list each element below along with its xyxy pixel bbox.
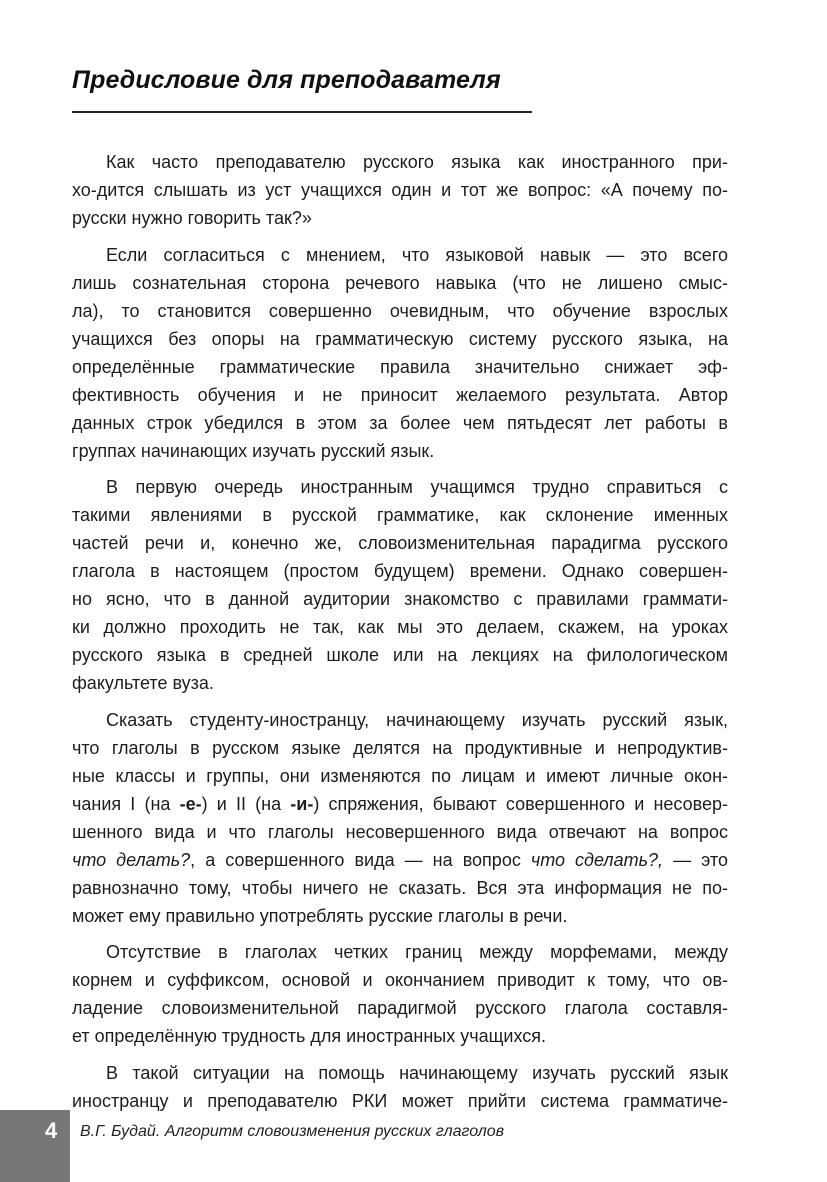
page-heading: Предисловие для преподавателя — [72, 66, 501, 94]
text-segment: может ему правильно употреблять русские глаголы в речи. — [72, 905, 568, 926]
text-segment: ки должно проходить не так, как мы это делаем, скажем, на уроках — [72, 617, 728, 637]
text-line — [72, 938, 728, 966]
text-line — [72, 148, 728, 176]
text-segment: факультете вуза. — [72, 673, 214, 693]
text-segment: русски нужно говорить так?» — [72, 208, 312, 228]
text-line — [72, 176, 728, 204]
text-segment: русского языка в средней школе или на лекциях на филологическом — [72, 645, 728, 665]
text-segment: определённые грамматические правила значительно снижает эф- — [72, 356, 728, 377]
text-segment: Сказать студенту-иностранцу, начинающему изучать русский язык, — [106, 709, 728, 730]
text-line — [72, 297, 728, 325]
text-segment: частей речи и, конечно же, словоизменительная парадигма русского — [72, 533, 728, 553]
page-number-box — [0, 1110, 70, 1182]
paragraph — [72, 241, 728, 465]
text-line — [72, 902, 728, 930]
text-line — [72, 437, 728, 465]
text-line — [72, 529, 728, 557]
text-line — [72, 1087, 728, 1115]
text-line — [72, 473, 728, 501]
text-segment: глагола в настоящем (простом будущем) времени. Однако совершен- — [72, 561, 728, 581]
text-line — [72, 790, 728, 818]
text-line — [72, 381, 728, 409]
text-segment: ладение словоизменительной парадигмой русского глагола составля- — [72, 998, 728, 1018]
bold-text: -и- — [290, 793, 314, 814]
text-segment: чания I (на — [72, 793, 180, 814]
text-segment: учащихся без опоры на грамматическую систему русского языка, на — [72, 328, 728, 349]
bold-text: -е- — [179, 793, 202, 814]
text-line — [72, 846, 728, 874]
text-line — [72, 241, 728, 269]
italic-text: что делать? — [72, 849, 191, 870]
text-segment: ла), то становится совершенно очевидным, что обучение взрослых — [72, 300, 728, 321]
text-segment: шенного вида и что глаголы несовершенного вида отвечают на вопрос — [72, 821, 728, 842]
text-line — [72, 269, 728, 297]
text-segment: но ясно, что в данной аудитории знакомство с правилами граммати- — [72, 589, 728, 609]
heading-underline — [72, 111, 532, 113]
text-segment: данных строк убедился в этом за более чем пятьдесят лет работы в — [72, 412, 728, 433]
text-segment: Если согласиться с мнением, что языковой навык — это всего — [106, 244, 728, 265]
text-line — [72, 706, 728, 734]
text-line — [72, 762, 728, 790]
text-segment: , а совершенного вида — на вопрос — [190, 849, 531, 870]
text-line — [72, 1022, 728, 1050]
text-line — [72, 1059, 728, 1087]
text-segment: группах начинающих изучать русский язык. — [72, 440, 435, 461]
text-segment: хо-дится слышать из уст учащихся один и тот же вопрос: «А почему по- — [72, 180, 728, 200]
text-segment: фективность обучения и не приносит желаемого результата. Автор — [72, 384, 728, 405]
text-line — [72, 613, 728, 641]
text-line — [72, 501, 728, 529]
text-line — [72, 204, 728, 232]
text-segment: — это — [663, 849, 728, 870]
text-segment: ) спряжения, бывают совершенного и несовер- — [313, 793, 728, 814]
text-line — [72, 874, 728, 902]
paragraph — [72, 938, 728, 1050]
text-line — [72, 734, 728, 762]
body-text — [72, 148, 728, 1123]
italic-text: что сделать?, — [530, 849, 664, 870]
text-segment: лишь сознательная сторона речевого навыка (что не лишено смыс- — [72, 272, 728, 293]
text-line — [72, 353, 728, 381]
text-segment: иностранцу и преподавателю РКИ может прийти система грамматиче- — [72, 1090, 728, 1111]
text-line — [72, 669, 728, 697]
running-title: В.Г. Будай. Алгоритм словоизменения русских глаголов — [80, 1123, 505, 1140]
text-segment: ) и II (на — [201, 793, 291, 814]
text-segment: такими явлениями в русской грамматике, как склонение именных — [72, 505, 728, 525]
text-segment: ет определённую трудность для иностранных учащихся. — [72, 1026, 547, 1046]
text-segment: ные классы и группы, они изменяются по лицам и имеют личные окон- — [72, 765, 728, 786]
paragraph — [72, 1059, 728, 1115]
paragraph — [72, 706, 728, 930]
text-line — [72, 994, 728, 1022]
text-line — [72, 409, 728, 437]
text-line — [72, 325, 728, 353]
text-line — [72, 641, 728, 669]
text-line — [72, 557, 728, 585]
text-line — [72, 818, 728, 846]
text-line — [72, 966, 728, 994]
text-segment: равнозначно тому, чтобы ничего не сказать. Вся эта информация не по- — [72, 877, 728, 898]
text-segment: В первую очередь иностранным учащимся трудно справиться с — [106, 477, 728, 497]
text-line — [72, 585, 728, 613]
paragraph — [72, 148, 728, 232]
text-segment: корнем и суффиксом, основой и окончанием приводит к тому, что ов- — [72, 970, 728, 990]
text-segment: В такой ситуации на помощь начинающему изучать русский язык — [106, 1062, 728, 1083]
text-segment: Отсутствие в глаголах четких границ между морфемами, между — [106, 942, 728, 962]
page-number: 4 — [45, 1118, 58, 1143]
text-segment: что глаголы в русском языке делятся на продуктивные и непродуктив- — [72, 737, 728, 758]
paragraph — [72, 473, 728, 697]
text-segment: Как часто преподавателю русского языка как иностранного при- — [106, 152, 728, 172]
